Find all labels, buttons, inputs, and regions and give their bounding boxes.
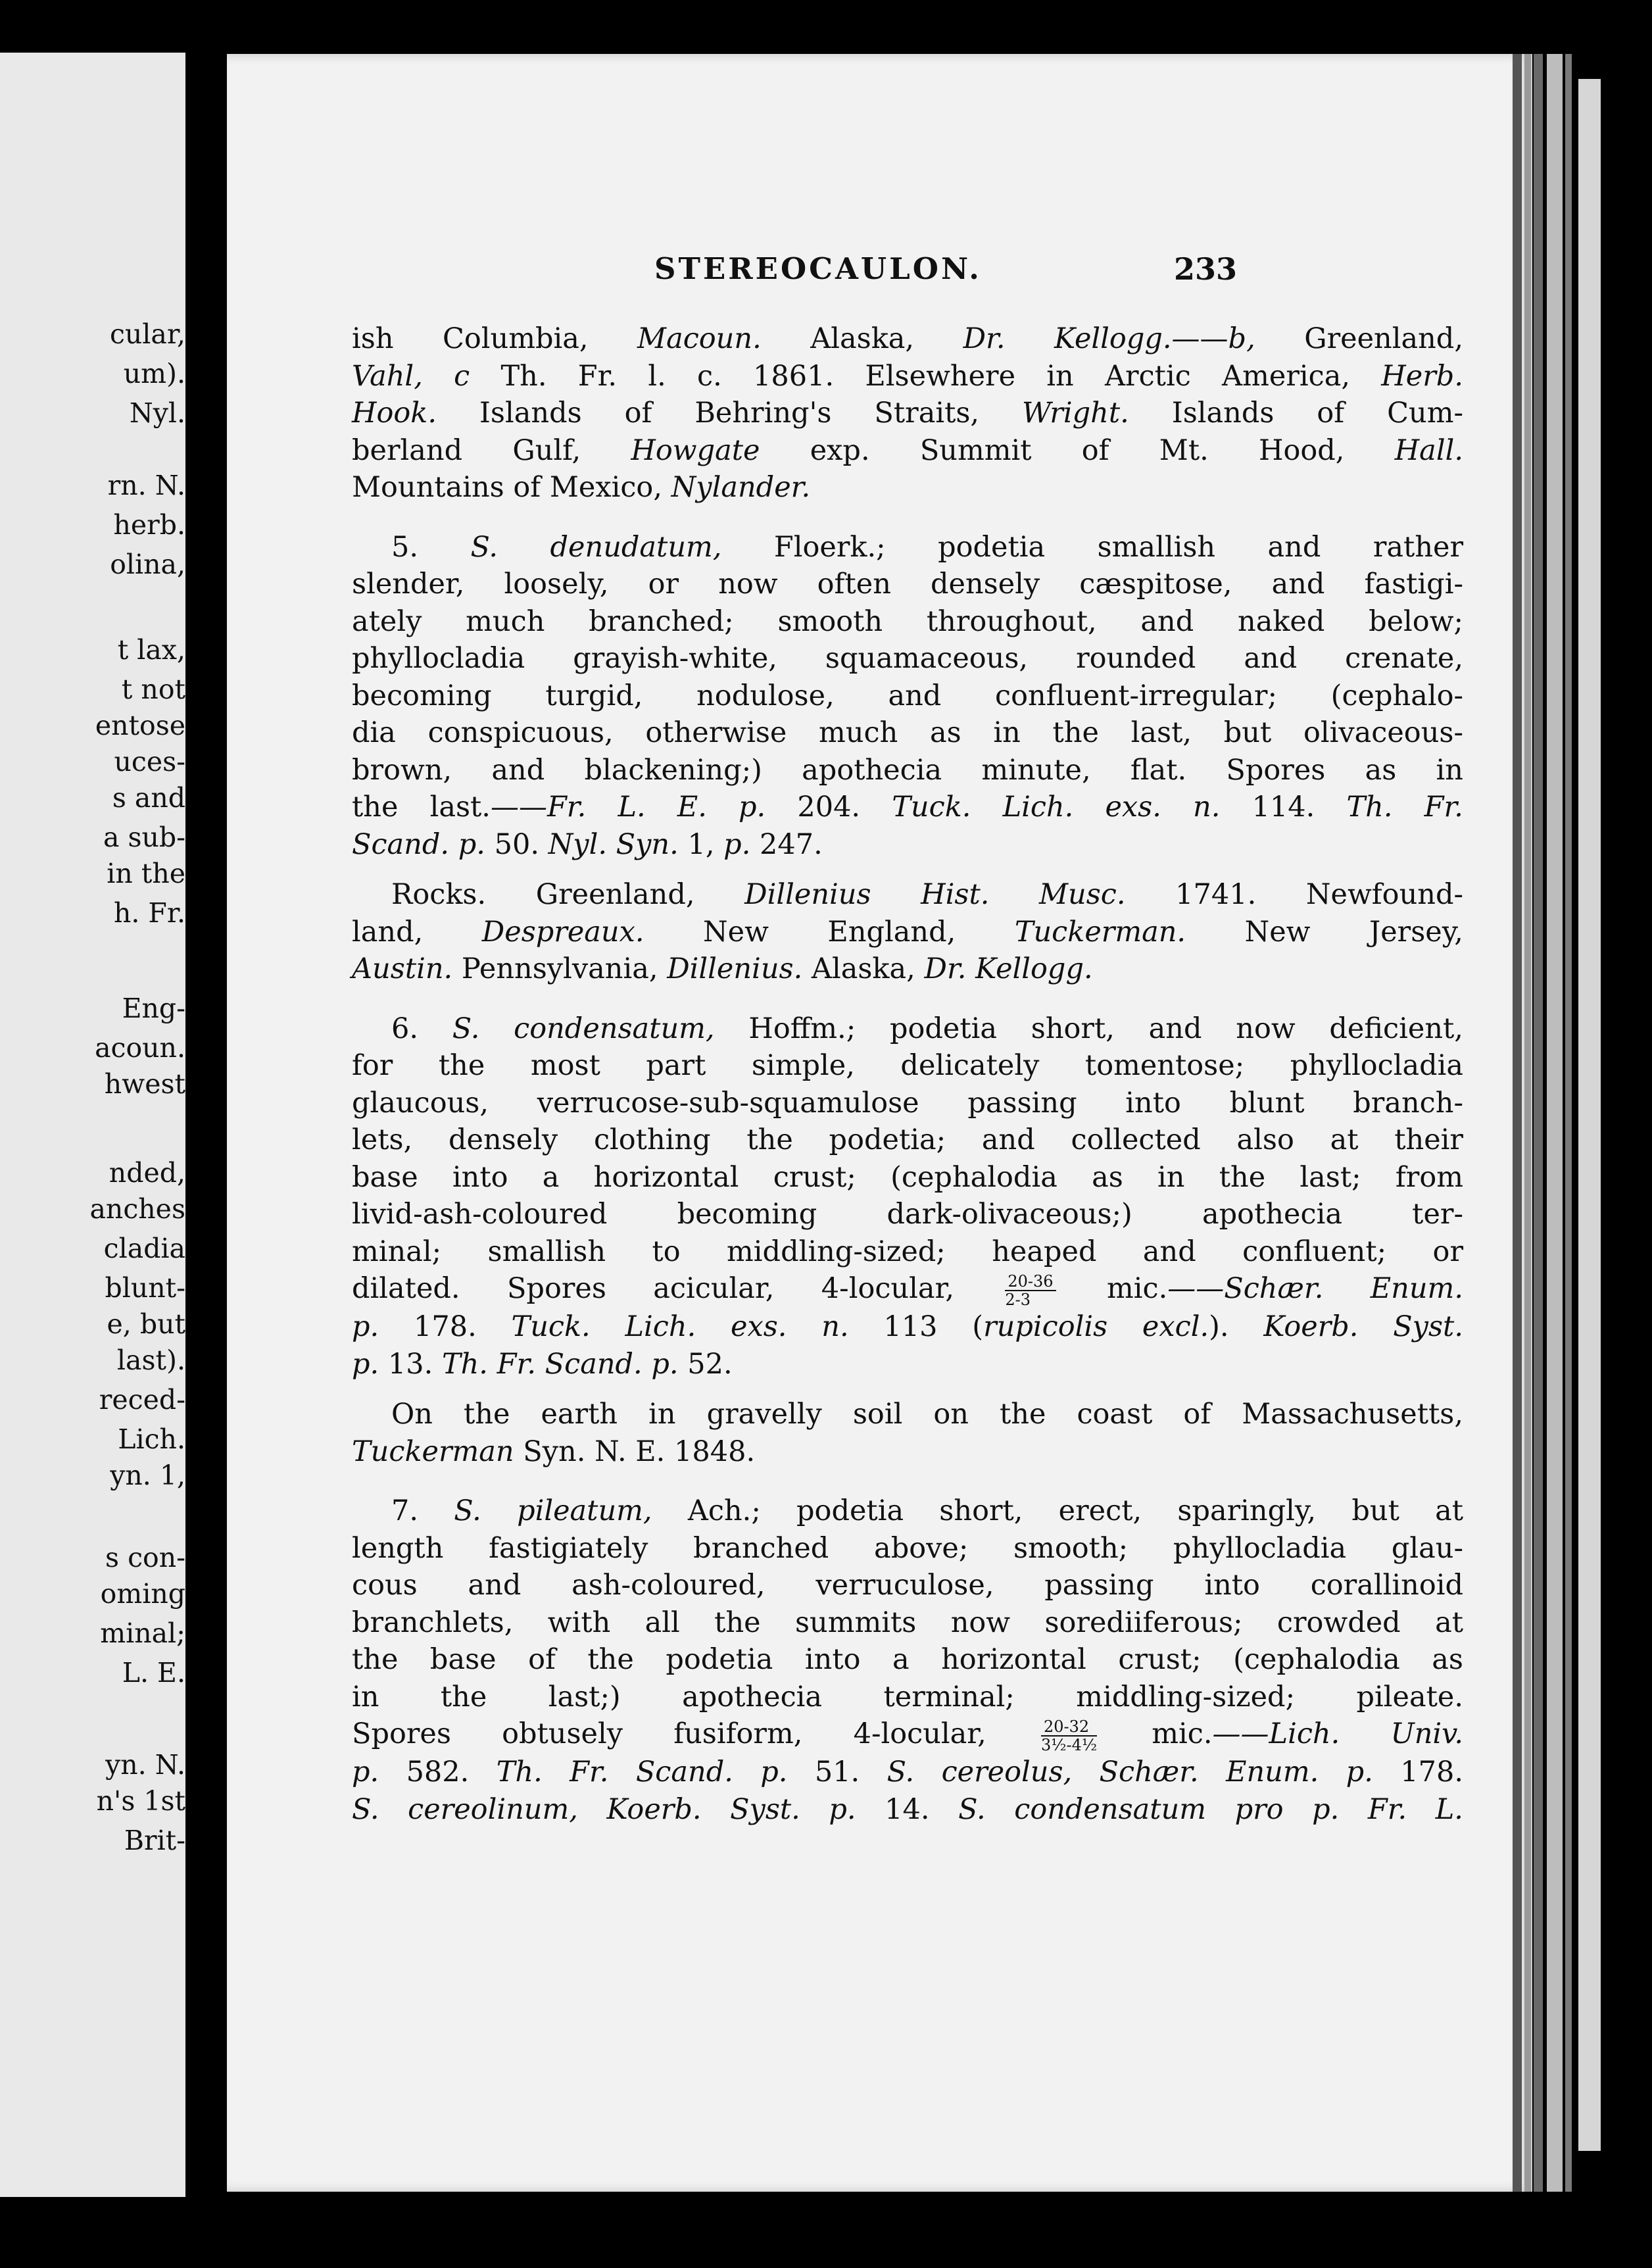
spore-size-fraction: $\frac{20-36}{2-3}$: [1005, 1273, 1056, 1308]
left-page-fragment: Brit-: [124, 1825, 185, 1856]
species-name: S. condensatum,: [452, 1012, 715, 1045]
left-page-fragment: s and: [112, 782, 185, 814]
spore-size-fraction: $\frac{20-32}{\text{3½-4½}}$: [1040, 1717, 1098, 1754]
running-head: STEREOCAULON.: [654, 251, 982, 286]
left-page-fragment: t not: [121, 674, 185, 705]
left-page-fragment: hwest: [104, 1068, 185, 1100]
left-page-fragment: a sub-: [103, 822, 185, 853]
left-page-fragment: in the: [107, 858, 185, 889]
left-page-fragment: h. Fr.: [113, 897, 185, 929]
book-page: [227, 54, 1532, 2192]
left-page-fragment: yn. N.: [105, 1749, 185, 1781]
page-number: 233: [1174, 251, 1238, 287]
paragraph-distribution-continued: ish Columbia, Macoun. Alaska, Dr. Kellogg.——b, Greenland, Vahl, c Th. Fr. l. c. 1861. Elsewhere in Arctic America, Herb. Hook. Islands of Behring's Straits, Wright. Islands of Cum- berland Gulf, Howgate exp. Summit of Mt. Hood, Hall. Mountains of Mexico, Nylander.: [352, 322, 1463, 504]
left-page-fragment: reced-: [99, 1384, 185, 1416]
left-page-fragment: e, but: [107, 1308, 185, 1340]
left-page-fragment: anches: [89, 1193, 185, 1225]
species-name: S. pileatum,: [454, 1494, 652, 1527]
species-entry-6: 6. S. condensatum, Hoffm.; podetia short, and now deficient, for the most part simple, delicately tomentose; phyllocladia glaucous, verrucose-sub-squamulose passing into blunt branch- lets, densely clothing the podetia; and collected also at their base into a horizontal crust; (cephalodia as in the last; from livid-ash-coloured becoming dark-olivaceous;) apothecia ter- minal; smallish to middling-sized; heaped and confluent; or dilated. Spores acicular, 4-locular, $\frac{20-36}{2-3}$ mic.——Schær. Enum. p. 178. Tuck. Lich. exs. n. 113 (rupicolis excl.). Koerb. Syst. p. 13. Th. Fr. Scand. p. 52.: [352, 1012, 1464, 1381]
left-page-fragment: rn. N.: [107, 470, 185, 501]
left-page-fragment: minal;: [100, 1617, 185, 1649]
left-page-fragment: s con-: [105, 1542, 185, 1573]
left-page-fragment: um).: [123, 358, 185, 389]
left-page-fragment: oming: [100, 1578, 185, 1610]
left-page-fragment: olina,: [110, 549, 185, 580]
species-entry-7: 7. S. pileatum, Ach.; podetia short, erect, sparingly, but at length fastigiately branched above; smooth; phyllocladia glau- cous and ash-coloured, verruculose, passing into corallinoid branchlets, with all the summits now sorediiferous; crowded at the base of the podetia into a horizontal crust; (cephalodia as in the last;) apothecia terminal; middling-sized; pileate. Spores obtusely fusiform, 4-locular, $\frac{20-32}{\text{3½-4½}}$ mic.——Lich. Univ. p. 582. Th. Fr. Scand. p. 51. S. cereolus, Schær. Enum. p. 178. S. cereolinum, Koerb. Syst. p. 14. S. condensatum pro p. Fr. L.: [352, 1494, 1464, 1826]
habitat-entry-6: On the earth in gravelly soil on the coast of Massachusetts, Tuckerman Syn. N. E. 1848.: [352, 1398, 1463, 1468]
left-page-fragment: t lax,: [117, 634, 185, 666]
left-page-fragment: Eng-: [122, 993, 185, 1024]
left-page-fragment: cular,: [109, 318, 185, 350]
page-edge: [1547, 54, 1563, 2192]
page-header: [227, 251, 1532, 297]
left-page-fragment: nded,: [109, 1157, 185, 1189]
left-page-fragment: acoun.: [95, 1032, 185, 1064]
left-page-fragment: cladia: [103, 1233, 185, 1264]
page-edge: [1578, 79, 1601, 2151]
left-page-fragment: blunt-: [105, 1272, 185, 1304]
text-block: [352, 320, 1463, 1828]
left-page-fragment: n's 1st: [96, 1785, 185, 1817]
left-page-fragment: herb.: [113, 509, 185, 541]
left-page-fragment: L. E.: [122, 1657, 185, 1689]
species-entry-5: 5. S. denudatum, Floerk.; podetia smallish and rather slender, loosely, or now often densely cæspitose, and fastigi- ately much branched; smooth throughout, and naked below; phyllocladia grayish-white, squamaceous, rounded and crenate, becoming turgid, nodulose, and confluent-irregular; (cephalo- dia conspicuous, otherwise much as in the last, but olivaceous- brown, and blackening;) apothecia minute, flat. Spores as in the last.——Fr. L. E. p. 204. Tuck. Lich. exs. n. 114. Th. Fr. Scand. p. 50. Nyl. Syn. 1, p. 247.: [352, 530, 1464, 861]
left-page-fragment: yn. 1,: [110, 1460, 185, 1491]
left-page-fragment: uces-: [114, 746, 185, 777]
left-page-fragment: Lich.: [118, 1423, 185, 1455]
habitat-entry-5: Rocks. Greenland, Dillenius Hist. Musc. 1741. Newfound- land, Despreaux. New England, Tuckerman. New Jersey, Austin. Pennsylvania, Dillenius. Alaska, Dr. Kellogg.: [352, 878, 1464, 985]
species-name: S. denudatum,: [470, 530, 722, 564]
left-page-fragment: entose: [95, 710, 185, 741]
page-edge: [1534, 54, 1543, 2192]
page-edge: [1513, 54, 1522, 2192]
page-edge: [1524, 54, 1531, 2192]
facing-page-left: [0, 53, 185, 2197]
left-page-fragment: Nyl.: [129, 397, 185, 429]
left-page-fragment: last).: [116, 1344, 185, 1376]
page-edge: [1565, 54, 1572, 2192]
